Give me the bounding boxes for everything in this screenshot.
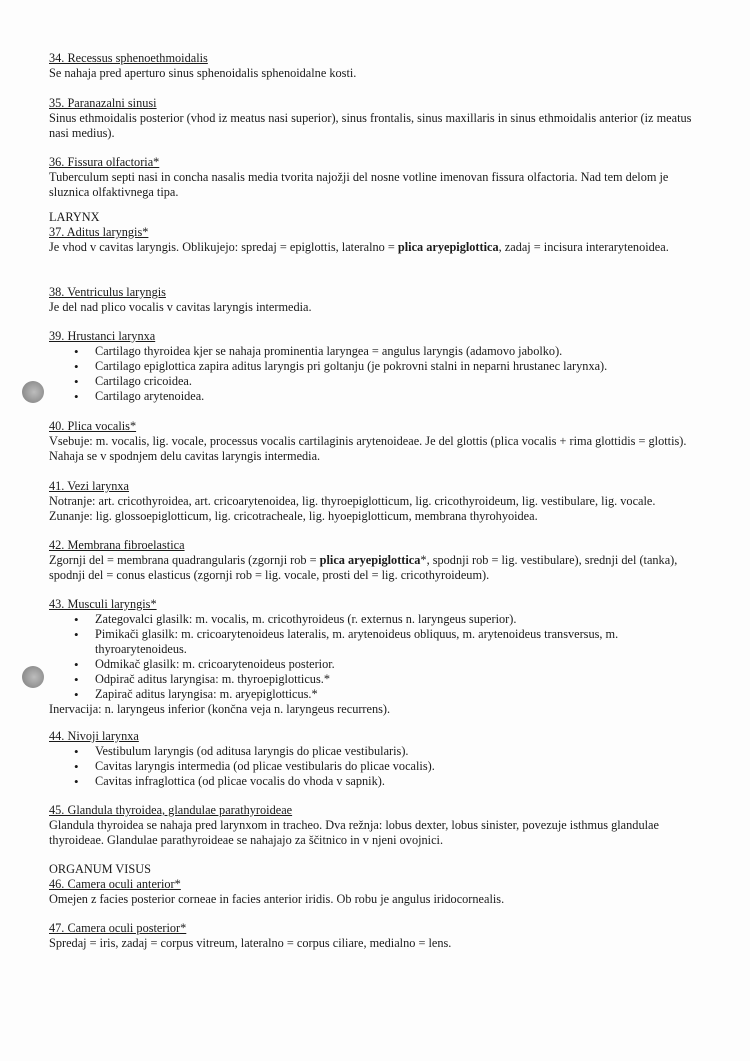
section-42 xyxy=(49,538,709,583)
punch-hole xyxy=(22,666,44,688)
text-run: Zgornji del = membrana quadrangularis (zgornji rob = xyxy=(49,553,320,567)
section-text xyxy=(49,494,709,509)
list-item: • Cartilago epiglottica zapira aditus laryngis pri goltanju (je pokrovni stalni in neparni hrustanec larynxa). xyxy=(95,359,709,374)
section-39 xyxy=(49,329,709,404)
section-36 xyxy=(49,155,709,200)
text-run: Vsebuje: m. vocalis, lig. vocale, processus vocalis cartilaginis arytenoideae. Je del glottis (plica vocalis + rima glottidis = glottis). Nahaja se v spodnjem delu cavitas laryngis intermedia. xyxy=(49,434,687,463)
text-run: , zadaj = incisura interarytenoidea. xyxy=(498,240,669,254)
text-run: Je vhod v cavitas laryngis. Oblikujejo: spredaj = epiglottis, lateralno = xyxy=(49,240,398,254)
text-run: Sinus ethmoidalis posterior (vhod iz meatus nasi superior), sinus frontalis, sinus maxillaris in sinus ethmoidalis anterior (iz meatus nasi medius). xyxy=(49,111,692,140)
bold-term: plica aryepiglottica xyxy=(397,240,499,254)
text-run: *, spodnji rob = lig. vestibulare), srednji del (tanka), spodnji del = conus elasticus (zgornji rob = lig. vocale, prosti del = lig. cricothyroideum). xyxy=(49,553,678,582)
section-heading: 42. Membrana fibroelastica xyxy=(49,538,185,552)
group-heading: ORGANUM VISUS xyxy=(49,862,151,876)
section-text xyxy=(49,300,709,315)
list-item: • Cartilago thyroidea kjer se nahaja prominentia laryngea = angulus laryngis (adamovo jabolko). xyxy=(95,344,709,359)
section-text xyxy=(49,434,709,464)
section-text xyxy=(49,936,709,951)
bullet-list xyxy=(49,612,709,702)
text-run: Je del nad plico vocalis v cavitas laryngis intermedia. xyxy=(49,300,312,314)
section-37 xyxy=(49,210,709,255)
section-heading: 40. Plica vocalis* xyxy=(49,419,137,433)
section-heading: 44. Nivoji larynxa xyxy=(49,729,139,743)
text-run: Notranje: art. cricothyroidea, art. cricoarytenoidea, lig. thyroepiglotticum, lig. cricothyroideum, lig. vestibulare, lig. vocale. xyxy=(49,494,656,508)
section-47 xyxy=(49,921,709,951)
text-run: Zunanje: lig. glossoepiglotticum, lig. cricotracheale, lig. hyoepiglotticum, membrana thyrohyoidea. xyxy=(49,509,538,523)
section-heading: 43. Musculi laryngis* xyxy=(49,597,157,611)
punch-hole xyxy=(22,381,44,403)
list-item: • Cartilago cricoidea. xyxy=(95,374,709,389)
section-34 xyxy=(49,51,709,81)
section-41 xyxy=(49,479,709,524)
list-item: • Zategovalci glasilk: m. vocalis, m. cricothyroideus (r. externus n. laryngeus superior). xyxy=(95,612,709,627)
section-text xyxy=(49,240,709,255)
bullet-list xyxy=(49,744,709,789)
text-run: Glandula thyroidea se nahaja pred larynxom in tracheo. Dva režnja: lobus dexter, lobus sinister, povezuje isthmus glandulae thyroideae. Glandulae parathyroideae se nahajajo za ščitnico in v njeni ovojnici. xyxy=(49,818,659,847)
list-item: • Pimikači glasilk: m. cricoarytenoideus lateralis, m. arytenoideus obliquus, m. arytenoideus transversus, m. thyroarytenoideus. xyxy=(95,627,709,657)
section-heading: 46. Camera oculi anterior* xyxy=(49,877,181,891)
section-heading: 41. Vezi larynxa xyxy=(49,479,130,493)
section-text: Inervacija: n. laryngeus inferior (končna veja n. laryngeus recurrens). xyxy=(49,702,391,716)
section-text xyxy=(49,509,709,524)
section-heading: 45. Glandula thyroidea, glandulae parathyroideae xyxy=(49,803,293,817)
section-44 xyxy=(49,729,709,789)
section-heading: 34. Recessus sphenoethmoidalis xyxy=(49,51,208,65)
section-heading: 37. Aditus laryngis* xyxy=(49,225,149,239)
section-text xyxy=(49,818,709,848)
section-45 xyxy=(49,803,709,848)
section-text xyxy=(49,553,709,583)
list-item: • Cavitas laryngis intermedia (od plicae vestibularis do plicae vocalis). xyxy=(95,759,709,774)
section-text xyxy=(49,892,709,907)
section-35 xyxy=(49,96,709,141)
text-run: Se nahaja pred aperturo sinus sphenoidalis sphenoidalne kosti. xyxy=(49,66,357,80)
group-heading: LARYNX xyxy=(49,210,100,224)
section-text xyxy=(49,111,709,141)
section-38 xyxy=(49,285,709,315)
section-heading: 47. Camera oculi posterior* xyxy=(49,921,187,935)
text-run: Spredaj = iris, zadaj = corpus vitreum, lateralno = corpus ciliare, medialno = lens. xyxy=(49,936,452,950)
bullet-list xyxy=(49,344,709,404)
section-40 xyxy=(49,419,709,464)
list-item: • Zapirač aditus laryngisa: m. aryepiglotticus.* xyxy=(95,687,709,702)
text-run: Omejen z facies posterior corneae in facies anterior iridis. Ob robu je angulus iridocornealis. xyxy=(49,892,505,906)
list-item: • Odmikač glasilk: m. cricoarytenoideus posterior. xyxy=(95,657,709,672)
section-46 xyxy=(49,862,709,907)
bold-term: plica aryepiglottica xyxy=(319,553,421,567)
list-item: • Odpirač aditus laryngisa: m. thyroepiglotticus.* xyxy=(95,672,709,687)
list-item: • Cartilago arytenoidea. xyxy=(95,389,709,404)
section-heading: 39. Hrustanci larynxa xyxy=(49,329,156,343)
section-heading: 38. Ventriculus laryngis xyxy=(49,285,166,299)
text-run: Tuberculum septi nasi in concha nasalis media tvorita najožji del nosne votline imenovan fissura olfactoria. Nad tem delom je sluznica olfaktivnega tipa. xyxy=(49,170,669,199)
section-text xyxy=(49,66,709,81)
list-item: • Vestibulum laryngis (od aditusa laryngis do plicae vestibularis). xyxy=(95,744,709,759)
section-43 xyxy=(49,597,709,717)
list-item: • Cavitas infraglottica (od plicae vocalis do vhoda v sapnik). xyxy=(95,774,709,789)
section-text xyxy=(49,170,709,200)
section-heading: 36. Fissura olfactoria* xyxy=(49,155,160,169)
section-heading: 35. Paranazalni sinusi xyxy=(49,96,157,110)
